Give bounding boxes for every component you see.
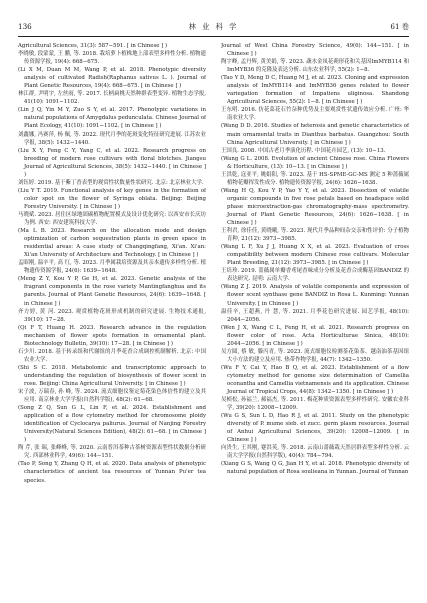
reference-entry: (Wang Z J. 2019. Analysis of volatile components and expression of flower scent synthase gene BANDIZ in Rosa L. Kunming: Yunnan University. [ in Chinese ] ) — [221, 284, 409, 307]
reference-entry: 王洪乾, 寇亚平, 姚娟阳, 等. 2023. 基于 HS-SPME-GC-MS 测定 5 种蔷薇属植物花瓣挥发性成分. 植物遗传资源学报, 24(6): 1626−1638. — [221, 171, 409, 186]
reference-entry: 吴桢松, 孙福兰, 郝福杰, 等. 2011. 梅花种质资源表型多样性研究. 安徽农业科学, 39(20): 12008−12009. — [221, 397, 409, 412]
reference-entry: (Wang D D. 2016. Studies of heterosis and genetic characteristics of main ornamental traits in Dianthus barbatus. Guangzhou: South China Agricultural University. [ in Chinese ] ) — [221, 123, 409, 146]
reference-entry: 王国良. 2008. 中国古老月季演化历程. 中国花卉园艺, (13): 10−13. — [221, 147, 386, 154]
reference-entry: 刘钰婷. 2019. 基于紫丁香表型的观赏性状数量性状研究. 北京: 北京林业大学. — [18, 179, 204, 186]
reference-entry: Journal of West China Forestry Science, 49(6): 144−151. [ in Chinese ] ) — [221, 43, 409, 58]
reference-entry: 林江群, 尹明宇, 左丝雨, 等. 2017. 长柄扁桃天然种群表型变异. 植物生态学报, 41(10): 1091−1102. — [18, 91, 206, 106]
reference-entry: (Liu X Y, Feng C Y, Yang C, et al. 2022. Research progress on breeding of modern rose cultivars with floral blotches. Jiangsu Journal of Agricultural Sciences, 38(5): 1432−1440. [ in Chinese ] ) — [18, 147, 206, 178]
reference-entry: 王利君, 徐佳佳, 黄晓曦, 等. 2023. 现代月季品种间杂交亲和性评价: 分子植物育种, 21(12): 3973−3985. — [221, 228, 409, 243]
reference-entry: (Wu G S, Sun L D, Hao R J, et al. 2011. Study on the phenotypic diversity of P. mume sieb. et zucc. germ plasm resources. Journal of Anhui Agricultural Sciences, 39(20): 12008−12009. [ in Chinese ] ) — [221, 413, 409, 444]
references-left-column — [18, 42, 206, 593]
reference-entry: (Wang G L. 2008. Evolution of ancient Chinese rose. China Flowers & Horticulture, (13): 10−13. [ in Chinese ] ) — [221, 155, 409, 170]
page-number: 136 — [18, 22, 32, 31]
reference-entry: 王培珍. 2019. 蔷薇属单瓣香鸢尾香味成分分析及花香合成酶基因BANDIZ 的表达研究. 昆明: 云南大学. — [221, 268, 409, 283]
reference-entry: (Lin J Q, Yin M Y, Zuo S Y, et al. 2017. Phenotypic variations in natural populations of Amygdalus pedunculata. Chinese Journal of Plant Ecology, 41(10): 1091−1102. [ in Chinese ] ) — [18, 107, 206, 130]
reference-entry: (Liu Y T. 2019. Functional analysis of key genes in the formation of color spot on the flower of Syringa oblata. Beijing: Beijing Forestry University. [ in Chinese ] ) — [18, 187, 206, 210]
reference-entry: Agricultural Sciences, 31(3): 587−591. [ in Chinese ] ) — [18, 43, 168, 49]
reference-entry: 齐方婷, 黄 河. 2023. 观赏植物花斑形成机制的研究进展. 生物技术通报, 39(10): 17−28. — [18, 308, 206, 323]
reference-entry: (Tao Y D, Meng D C, Huang M J, et al. 2023. Cloning and expression analysis of ImMYB114 and ImMYB36 genes related to flower variegation formation of Impatiens uliginosa. Shandong Agricultural Sciences, 55(2): 1−8. [ in Chinese ] ) — [221, 75, 409, 106]
reference-entry: (Ma L B. 2023. Research on the allocation mode and design optimization of carbon sequestration plants in green space in residential areas: A case study of Changqingfang, Xi'an. Xi'an: Xi'an University of Architecture and Technology. [ in Chinese ] ) — [18, 228, 206, 259]
journal-title: 林 业 科 学 — [188, 22, 239, 31]
reference-entry: (Wu F Y, Cai Y, Hao B Q, et al. 2023. Establishment of a flow cytometry method for genome size determination of Camellia oconantha and Camellia vietnamensis and its application. Chinese Journal of Tropical Crops, 44(8): 1342−1350. [ in Chinese ] ) — [221, 364, 409, 396]
reference-entry: 石少川. 2018. 基于转录组和代谢组的月季花香合成调控机制解析. 北京: 中国农业大学. — [18, 348, 206, 363]
reference-entry: 王东明. 2016. 仿花菜花石竹杂种优势及主要观赏性状遗传效应分析. 广州: 华南农业大学. — [221, 107, 409, 122]
reference-entry: 陶宇峰, 孟丹辉, 黄美娟, 等. 2023. 蔬水金凤花蒴形花和关基因ImMYB114 和 ImMYB36 的克隆及表达分析. 山东农业科学, 55(2): 1−8. — [221, 59, 409, 74]
reference-entry: 孟昭刚, 温辛平, 高 红, 等. 2023. 月季属栽培资源及其亲本遗传多样性分析. 植物遗传资源学报, 24(6): 1639−1648. — [18, 260, 206, 275]
reference-entry: 陶 芹, 张 瑞, 张峰峰, 等. 2020. 云南普洱茶种古茶树资源表型性状数据分析研究. 西部林业科学, 49(6): 144−151. — [18, 445, 206, 460]
reference-entry: (Tao P, Song Y, Zhang Q H, et al. 2020. Data analysis of phenotypic characteristics of ancient tea resources of Yunnan Pu'er tea species. — [18, 461, 206, 484]
reference-entry: (Qi F T, Huang H. 2023. Research advance in the regulation mechanism of flower spots formation in ornamental plant. Biotechnology Bulletin, 39(10): 17−28. [ in Chinese ] ) — [18, 324, 206, 347]
reference-entry: (Wang L F, Xu J J, Huang X X, et al. 2023. Evaluation of cross compatibility between modern Chinese rose cultivars. Molecular Plant Breeding, 21(12): 3973−3985. [ in Chinese ] ) — [221, 244, 409, 267]
reference-entry: (Shi S C. 2018. Metabolomic and transcriptomic approach to understanding the regulation of biosynthesis of flower scent in rose. Beijing: China Agricultural University. [ in Chinese ] ) — [18, 364, 206, 387]
reference-entry: (Wang H Q, Kou Y P, Yao Y Y, et al. 2023. Dissection of volatile organic compounds in five rose petals based on headspace solid phase microextraction-gas chromatography-mass spectrometry. Journal of Plant Genetic Resources, 24(6): 1626−1638. [ in Chinese ] ) — [221, 187, 409, 227]
reference-entry: (Li X M, Duan M M, Wang P, et al. 2018. Phenotypic diversity analysis of cultivated Radish(Raphanus sativus L. ). Journal of Plant Genetic Resources, 19(4): 668−675. [ in Chinese ] ) — [18, 67, 206, 90]
reference-entry: 刘鑫娜, 冯赛萍, 杨 佩, 等. 2022. 现代月季的花斑变化特征研究进展. 江苏农业学报, 38(5): 1432−1440. — [18, 131, 206, 146]
reference-entry: 宋子波, 万瑞春, 孙 峰, 等. 2024. 流式细胞仪鉴定菊花染色体倍性的建立及其应用. 南京林业大学学报(自然科学版), 48(2): 61−68. — [18, 389, 206, 404]
reference-entry: (Song Z Q, Sun G L, Lin F, et al. 2024. Establishment and application of a flow cytometry method for chromosome ploidy identification of Cyclocarya paliurus. Journal of Nanjing Forestry University(Natural Sciences Edition), 48(2): 61−68. [ in Chinese ] ) — [18, 405, 206, 444]
reference-entry: 向贵生, 王其刚, 蹇洪英, 等. 2018. 云南山蔷薇栽天然居群表型多样性分析. 云南大学学报(自然科学版), 40(4): 784−794. — [221, 445, 409, 460]
page-header — [18, 20, 409, 37]
references-right-column — [221, 42, 409, 593]
reference-entry: (Xiang G S, Wang Q G, Jian H Y, et al. 2018. Phenotypic diversity of natural population of Rosa soulieana in Yunnan. Journal of Yunnan — [221, 461, 409, 476]
reference-entry: (Meng Z Y, Kou Y P, Ge H, et al. 2023. Genetic analysis of the fragrant components in the rose variety Mantingfanghua and its parents. Journal of Plant Genetic Resources, 24(6): 1639−1648. [ in Chinese ] ) — [18, 276, 206, 307]
reference-entry: 吴方圆, 蔡 敏, 滕丙青, 等. 2023. 流式细胞仪检测茶花染茶、越南油茶基因组大小方法的建立及应用. 热带作物学报, 44(7): 1342−1350. — [221, 348, 409, 363]
reference-entry: (Wen J X, Wang C L, Feng H, et al. 2021. Research progress on flower color of rose. Acta Horticulturae Sinica, 48(10): 2044−2056. [ in Chinese ] ) — [221, 324, 409, 347]
volume-label: 61 卷 — [390, 22, 409, 31]
reference-entry: 温佳辛, 王超燕, 丹 慧, 等. 2021. 月季花色研究进展. 园艺学报, 48(10): 2044−2056. — [221, 308, 409, 323]
reference-entry: 马晓斌. 2023. 居住区绿地固碳植物配置模式及设计优化研究: 以西安市长庆坊为例. 西安: 西安建筑科技大学. — [18, 211, 206, 227]
reference-entry: 李晓敏, 段蒙蒙, 王 鹏, 等. 2018. 栽培萝卜植株地上部表型多样性分析. 植物遗传资源学报, 19(4): 668−675. — [18, 51, 206, 66]
